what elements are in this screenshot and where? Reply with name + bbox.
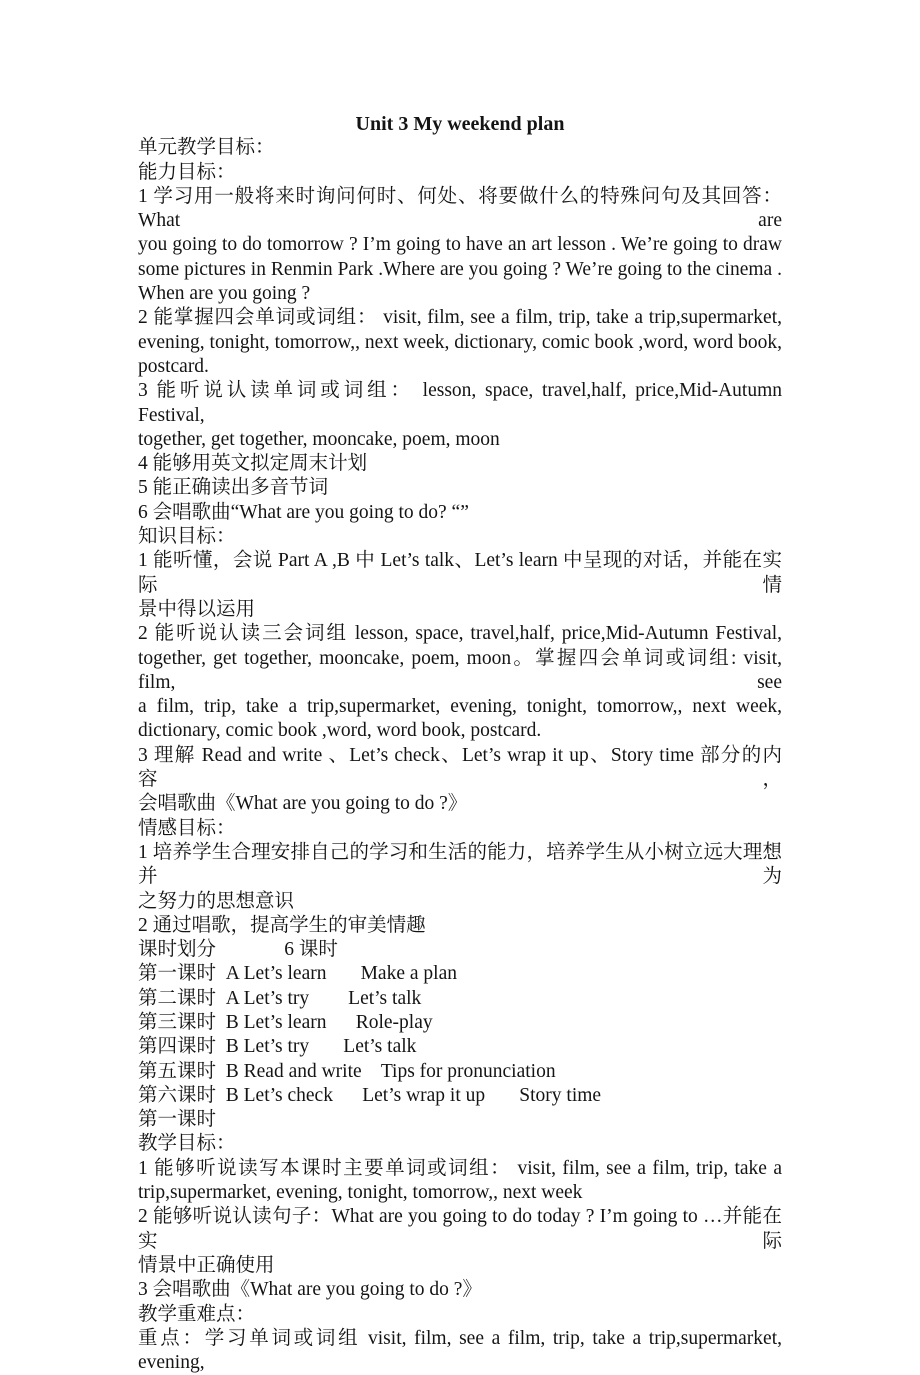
doc-line: 3 会唱歌曲《What are you going to do ?》 xyxy=(138,1279,482,1301)
doc-line: 2 能够听说认读句子：What are you going to do today ? I’m going to …并能在实际 xyxy=(138,1206,782,1252)
doc-line-period-3: 第三课时 B Let’s learn Role-play xyxy=(138,1011,433,1033)
doc-line: 之努力的思想意识 xyxy=(138,890,295,912)
doc-line: dictionary, comic book ,word, word book, postcard. xyxy=(138,720,542,742)
doc-line: together, get together, mooncake, poem, moon。掌握四会单词或词组: visit, film, see xyxy=(138,647,787,693)
doc-line: evening, tonight, tomorrow,, next week, dictionary, comic book ,word, word book, xyxy=(138,331,782,353)
doc-line: 1 能够听说读写本课时主要单词或词组： visit, film, see a film, trip, take a xyxy=(138,1157,782,1179)
doc-line: 4 能够用英文拟定周末计划 xyxy=(138,453,368,475)
doc-line-period-2: 第二课时 A Let’s try Let’s talk xyxy=(138,987,422,1009)
doc-line: 2 能掌握四会单词或词组： visit, film, see a film, trip, take a trip,supermarket, xyxy=(138,307,782,329)
doc-line: 2 通过唱歌，提高学生的审美情趣 xyxy=(138,914,426,936)
doc-line-ability-goals-heading: 能力目标： xyxy=(138,161,236,183)
doc-line: 3 理解 Read and write 、Let’s check、Let’s wrap it up、Story time 部分的内容， xyxy=(138,744,782,791)
doc-line: some pictures in Renmin Park .Where are you going ? We’re going to the cinema . xyxy=(138,258,782,280)
doc-line-period-6: 第六课时 B Let’s check Let’s wrap it up Story time xyxy=(138,1084,602,1106)
doc-line-teaching-goals-heading: 教学目标： xyxy=(138,1133,236,1155)
doc-line: 6 会唱歌曲“What are you going to do? “” xyxy=(138,501,469,523)
doc-line-emotion-goals-heading: 情感目标： xyxy=(138,817,236,839)
doc-line: 2 能听说认读三会词组 lesson, space, travel,half, price,Mid-Autumn Festival, xyxy=(138,623,782,645)
document-title: Unit 3 My weekend plan xyxy=(355,113,565,135)
doc-line: 1 能听懂，会说 Part A ,B 中 Let’s talk、Let’s learn 中呈现的对话，并能在实际情 xyxy=(138,550,782,596)
doc-line-period-4: 第四课时 B Let’s try Let’s talk xyxy=(138,1036,417,1058)
doc-line: trip,supermarket, evening, tonight, tomorrow,, next week xyxy=(138,1182,583,1204)
doc-line: together, get together, mooncake, poem, moon xyxy=(138,428,500,450)
doc-line: 1 学习用一般将来时询问何时、何处、将要做什么的特殊问句及其回答：What are xyxy=(138,185,782,232)
doc-line: 3 能听说认读单词或词组： lesson, space, travel,half, price,Mid-Autumn Festival, xyxy=(138,380,787,426)
doc-line-period-1: 第一课时 A Let’s learn Make a plan xyxy=(138,963,457,985)
doc-line: 5 能正确读出多音节词 xyxy=(138,477,329,499)
doc-line: 情景中正确使用 xyxy=(138,1254,275,1276)
doc-line: a film, trip, take a trip,supermarket, evening, tonight, tomorrow,, next week, xyxy=(138,696,782,718)
doc-line-first-period-heading: 第一课时 xyxy=(138,1109,217,1131)
doc-line: 重点：学习单词或词组 visit, film, see a film, trip, take a trip,supermarket, evening, xyxy=(138,1327,787,1374)
doc-line-period-5: 第五课时 B Read and write Tips for pronunciation xyxy=(138,1060,556,1082)
doc-line-unit-goals-heading: 单元教学目标： xyxy=(138,137,275,159)
doc-line: 景中得以运用 xyxy=(138,598,256,620)
doc-line: you going to do tomorrow ? I’m going to have an art lesson . We’re going to draw xyxy=(138,234,782,256)
doc-line: 会唱歌曲《What are you going to do ?》 xyxy=(138,793,468,815)
doc-line: When are you going ? xyxy=(138,283,311,305)
doc-line-period-division: 课时划分 6 课时 xyxy=(138,939,338,961)
doc-line: postcard. xyxy=(138,355,209,377)
document-content xyxy=(138,112,787,1375)
doc-line-key-points-heading: 教学重难点： xyxy=(138,1303,256,1325)
doc-line: 1 培养学生合理安排自己的学习和生活的能力，培养学生从小树立远大理想并为 xyxy=(138,841,782,888)
doc-line-knowledge-goals-heading: 知识目标： xyxy=(138,526,236,548)
